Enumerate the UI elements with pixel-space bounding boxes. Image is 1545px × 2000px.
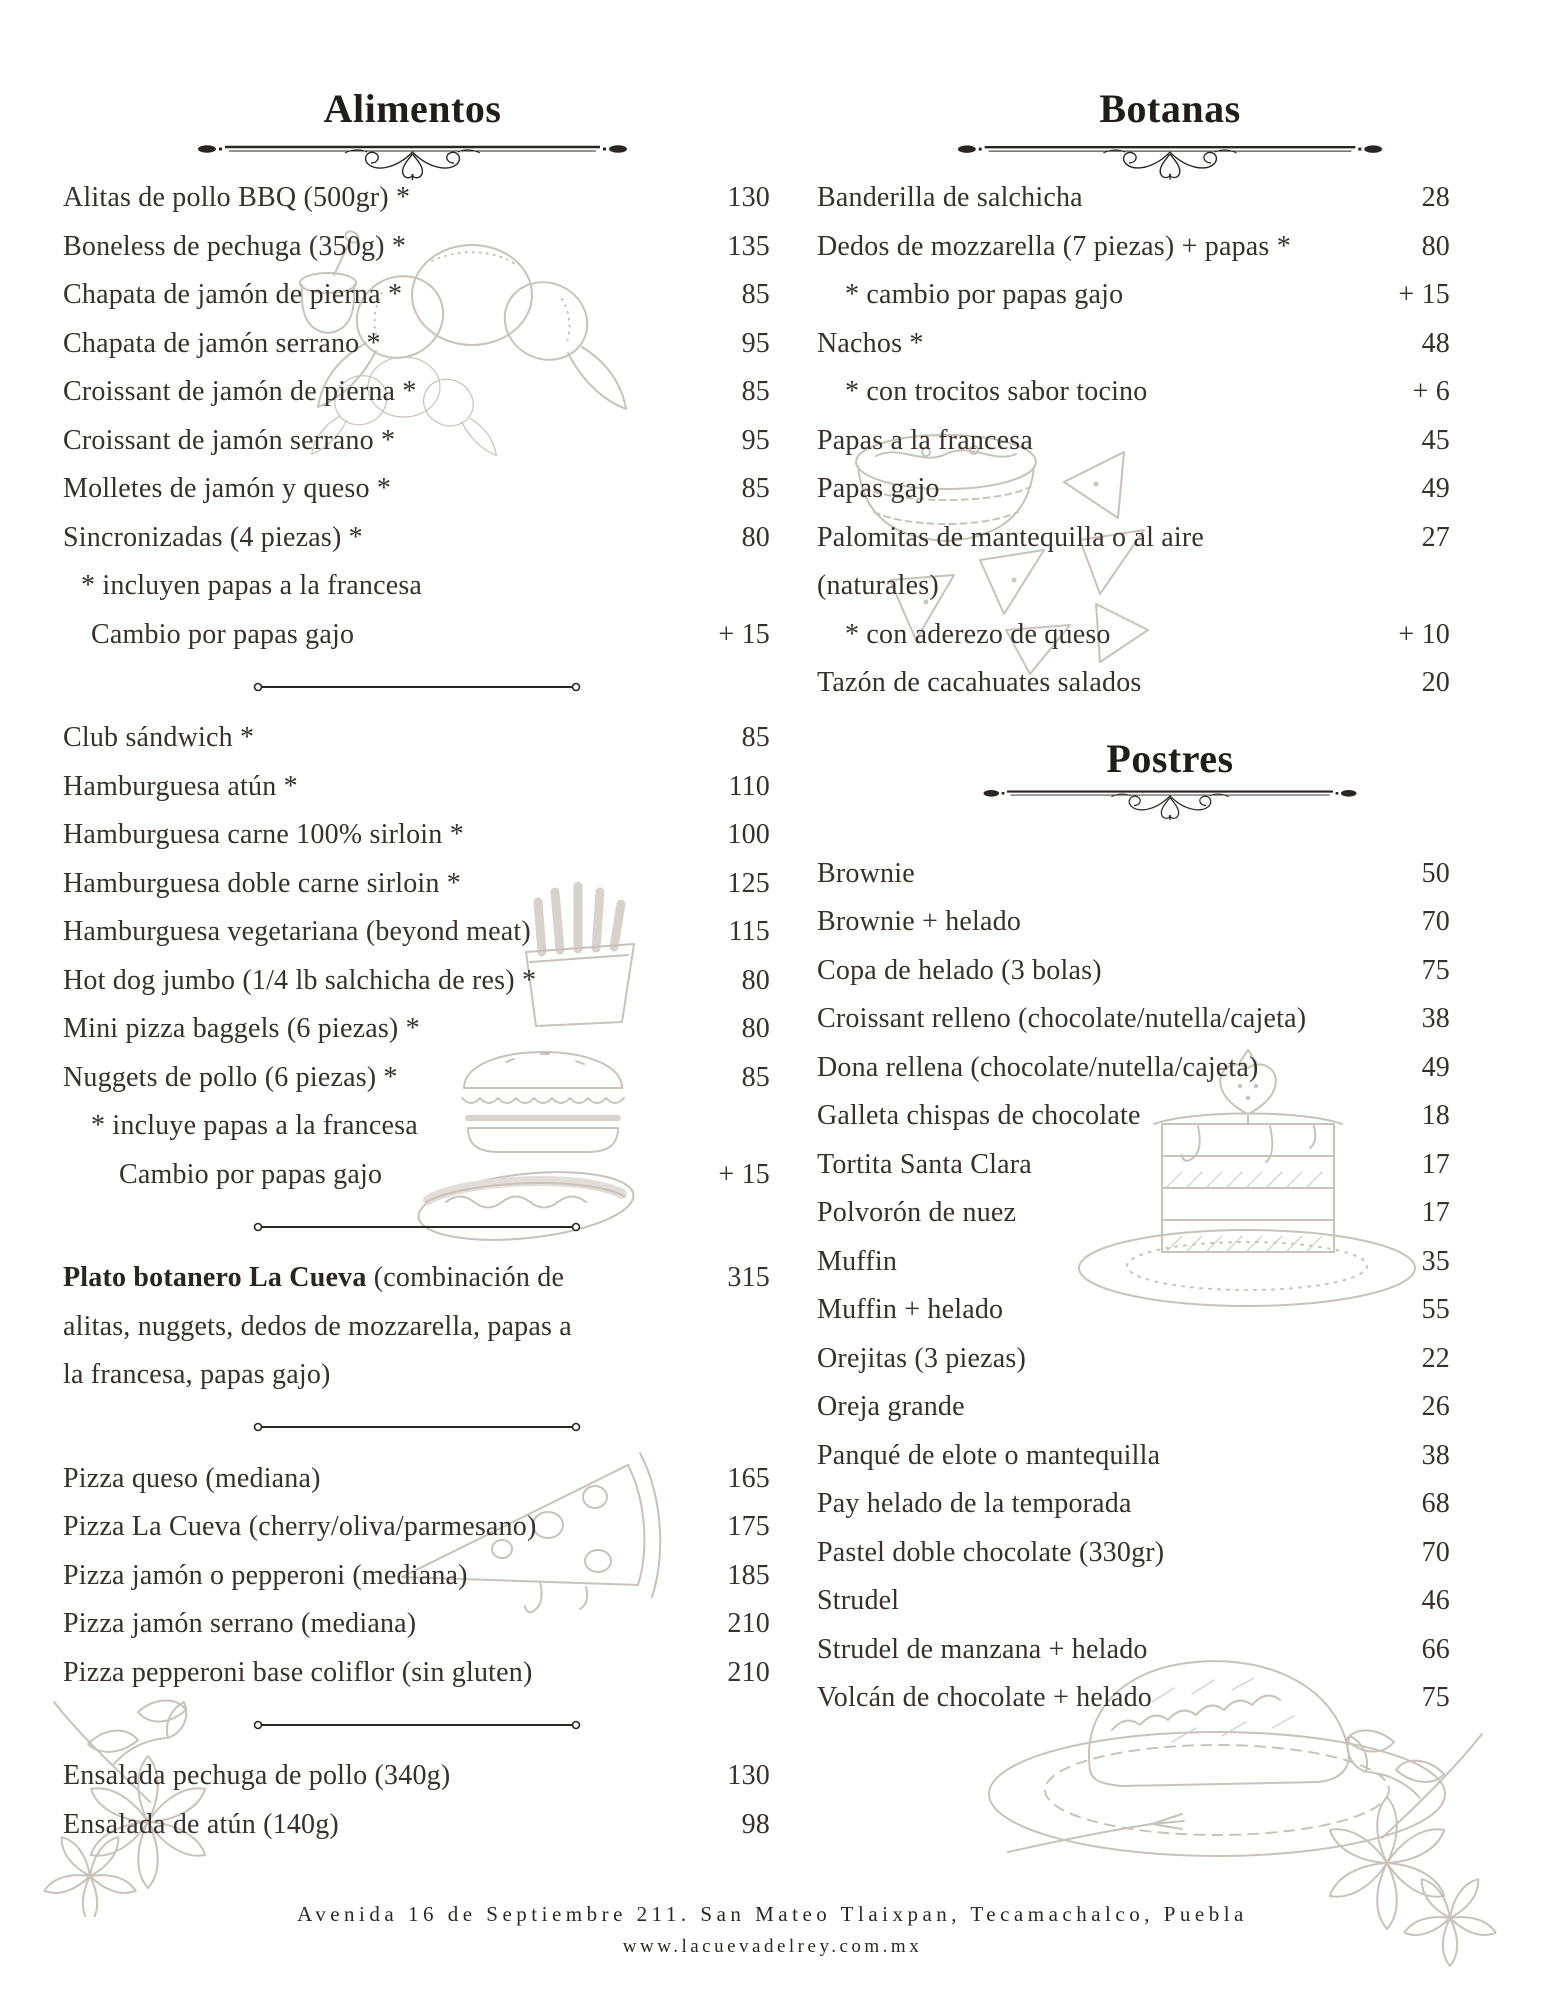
alimentos-column bbox=[63, 84, 770, 1849]
item-price: 85 bbox=[741, 473, 770, 505]
menu-item-row bbox=[817, 1577, 1450, 1626]
menu-item-row bbox=[817, 850, 1450, 899]
footer-address: Avenida 16 de Septiembre 211. San Mateo Tlaixpan, Tecamachalco, Puebla bbox=[297, 1902, 1248, 1926]
item-price: 175 bbox=[727, 1511, 770, 1543]
separator-line-icon bbox=[252, 1719, 582, 1731]
right-column bbox=[817, 84, 1450, 1723]
menu-item-row bbox=[817, 1335, 1450, 1384]
item-price: 45 bbox=[1421, 424, 1450, 456]
menu-item-row bbox=[63, 417, 770, 466]
item-label: * incluyen papas a la francesa bbox=[81, 570, 423, 602]
item-label: Nachos * bbox=[817, 327, 924, 359]
menu-item-row bbox=[817, 1238, 1450, 1287]
menu-item-row bbox=[63, 1801, 770, 1850]
item-price: 165 bbox=[727, 1462, 770, 1494]
alimentos-items bbox=[63, 174, 770, 1849]
item-label: Club sándwich * bbox=[63, 722, 255, 754]
item-label: Orejitas (3 piezas) bbox=[817, 1342, 1027, 1374]
menu-item-row bbox=[63, 223, 770, 272]
item-label: Pizza jamón o pepperoni (mediana) bbox=[63, 1559, 468, 1591]
item-price: 20 bbox=[1421, 667, 1450, 699]
item-price: 49 bbox=[1421, 473, 1450, 505]
item-label: Croissant de jamón de pierna * bbox=[63, 376, 417, 408]
menu-item-row bbox=[63, 1351, 770, 1400]
item-label: Ensalada pechuga de pollo (340g) bbox=[63, 1760, 451, 1792]
separator-line-icon bbox=[252, 681, 582, 693]
item-price: 18 bbox=[1421, 1100, 1450, 1132]
item-price: 85 bbox=[741, 279, 770, 311]
item-label: Hamburguesa atún * bbox=[63, 770, 298, 802]
item-price: 135 bbox=[727, 230, 770, 262]
menu-item-row bbox=[63, 1649, 770, 1698]
menu-item-row bbox=[63, 714, 770, 763]
menu-item-row bbox=[63, 1752, 770, 1801]
item-price: 27 bbox=[1421, 521, 1450, 553]
item-price: 46 bbox=[1421, 1585, 1450, 1617]
menu-item-row bbox=[817, 947, 1450, 996]
item-price: 50 bbox=[1421, 857, 1450, 889]
menu-item-row bbox=[63, 1254, 770, 1303]
item-price: 17 bbox=[1421, 1148, 1450, 1180]
item-price: 22 bbox=[1421, 1342, 1450, 1374]
menu-item-row bbox=[817, 659, 1450, 708]
menu-item-row bbox=[63, 1600, 770, 1649]
menu-item-row bbox=[63, 1005, 770, 1054]
postres-header bbox=[817, 735, 1450, 850]
item-label: Chapata de jamón de pierna * bbox=[63, 279, 403, 311]
item-label: Pizza pepperoni base coliflor (sin gluten) bbox=[63, 1656, 533, 1688]
item-price: 49 bbox=[1421, 1051, 1450, 1083]
item-label: Strudel bbox=[817, 1585, 900, 1617]
menu-item-row bbox=[63, 562, 770, 611]
menu-item-row bbox=[817, 1529, 1450, 1578]
item-price: 38 bbox=[1421, 1003, 1450, 1035]
menu-item-row bbox=[817, 1432, 1450, 1481]
item-label: Pizza La Cueva (cherry/oliva/parmesano) bbox=[63, 1511, 537, 1543]
item-price: 110 bbox=[728, 770, 770, 802]
separator-line-icon bbox=[252, 1221, 582, 1233]
item-price: 80 bbox=[741, 964, 770, 996]
item-price: + 10 bbox=[1398, 618, 1450, 650]
postres-title: Postres bbox=[1106, 735, 1234, 781]
item-label: * cambio por papas gajo bbox=[845, 279, 1124, 311]
section-separator bbox=[63, 1199, 770, 1254]
item-price: 130 bbox=[727, 1760, 770, 1792]
item-price: 85 bbox=[741, 376, 770, 408]
item-price: 130 bbox=[727, 182, 770, 214]
item-price: 98 bbox=[741, 1808, 770, 1840]
menu-item-row bbox=[63, 763, 770, 812]
item-label: la francesa, papas gajo) bbox=[63, 1359, 331, 1391]
menu-item-row bbox=[63, 1503, 770, 1552]
item-label: Copa de helado (3 bolas) bbox=[817, 954, 1102, 986]
item-price: + 15 bbox=[718, 1158, 770, 1190]
menu-item-row bbox=[817, 271, 1450, 320]
menu-item-row bbox=[63, 1151, 770, 1200]
item-price: + 15 bbox=[718, 618, 770, 650]
menu-item-row bbox=[817, 368, 1450, 417]
item-label: Hamburguesa carne 100% sirloin * bbox=[63, 819, 464, 851]
item-label: Hot dog jumbo (1/4 lb salchicha de res) * bbox=[63, 964, 537, 996]
item-label: Tortita Santa Clara bbox=[817, 1148, 1032, 1180]
item-label: Hamburguesa vegetariana (beyond meat) bbox=[63, 916, 531, 948]
item-label: Papas gajo bbox=[817, 473, 940, 505]
item-price: 210 bbox=[727, 1656, 770, 1688]
item-label: Volcán de chocolate + helado bbox=[817, 1682, 1152, 1714]
menu-item-row bbox=[817, 898, 1450, 947]
item-price: 125 bbox=[727, 867, 770, 899]
item-label: Muffin bbox=[817, 1245, 898, 1277]
item-label: Boneless de pechuga (350g) * bbox=[63, 230, 407, 262]
item-label: Brownie + helado bbox=[817, 906, 1022, 938]
ornamental-divider-icon bbox=[195, 136, 630, 182]
item-label: Croissant de jamón serrano * bbox=[63, 424, 396, 456]
menu-item-row bbox=[63, 1054, 770, 1103]
menu-item-row bbox=[63, 811, 770, 860]
item-label: Polvorón de nuez bbox=[817, 1197, 1017, 1229]
item-price: 35 bbox=[1421, 1245, 1450, 1277]
item-price: 48 bbox=[1421, 327, 1450, 359]
item-label: Tazón de cacahuates salados bbox=[817, 667, 1142, 699]
item-label: Chapata de jamón serrano * bbox=[63, 327, 381, 359]
separator-line-icon bbox=[252, 1421, 582, 1433]
menu-item-row bbox=[817, 1674, 1450, 1723]
item-label: * con trocitos sabor tocino bbox=[845, 376, 1148, 408]
menu-item-row bbox=[817, 223, 1450, 272]
item-label: Alitas de pollo BBQ (500gr) * bbox=[63, 182, 411, 214]
menu-item-row bbox=[817, 1286, 1450, 1335]
section-separator bbox=[63, 1697, 770, 1752]
item-label: Sincronizadas (4 piezas) * bbox=[63, 521, 363, 553]
section-separator bbox=[63, 659, 770, 714]
footer-website: www.lacuevadelrey.com.mx bbox=[622, 1936, 923, 1957]
item-label: Muffin + helado bbox=[817, 1294, 1004, 1326]
item-label: alitas, nuggets, dedos de mozzarella, papas a bbox=[63, 1310, 572, 1342]
menu-item-row bbox=[817, 1044, 1450, 1093]
item-label: Nuggets de pollo (6 piezas) * bbox=[63, 1061, 398, 1093]
item-label: (naturales) bbox=[817, 570, 939, 602]
menu-item-row bbox=[817, 514, 1450, 563]
menu-item-row bbox=[63, 514, 770, 563]
item-label: Dona rellena (chocolate/nutella/cajeta) bbox=[817, 1051, 1259, 1083]
menu-item-row bbox=[817, 1092, 1450, 1141]
menu-item-row bbox=[817, 1626, 1450, 1675]
menu-item-row bbox=[63, 368, 770, 417]
item-price: 38 bbox=[1421, 1439, 1450, 1471]
item-price: 17 bbox=[1421, 1197, 1450, 1229]
item-label: Pizza queso (mediana) bbox=[63, 1462, 321, 1494]
item-price: 75 bbox=[1421, 954, 1450, 986]
item-label: Pizza jamón serrano (mediana) bbox=[63, 1608, 417, 1640]
menu-item-row bbox=[817, 417, 1450, 466]
item-label: Croissant relleno (chocolate/nutella/cajeta) bbox=[817, 1003, 1307, 1035]
item-price: + 6 bbox=[1412, 376, 1450, 408]
menu-item-row bbox=[817, 562, 1450, 611]
item-label: Cambio por papas gajo bbox=[91, 618, 355, 650]
item-price: 75 bbox=[1421, 1682, 1450, 1714]
menu-item-row bbox=[63, 611, 770, 660]
item-price: 70 bbox=[1421, 906, 1450, 938]
menu-item-row bbox=[817, 995, 1450, 1044]
item-label: Cambio por papas gajo bbox=[119, 1158, 383, 1190]
botanas-header bbox=[817, 84, 1450, 174]
item-label: Oreja grande bbox=[817, 1391, 965, 1423]
item-label: Plato botanero La Cueva (combinación de bbox=[63, 1262, 565, 1294]
menu-item-row bbox=[63, 1102, 770, 1151]
item-price: 115 bbox=[728, 916, 770, 948]
item-price: 100 bbox=[727, 819, 770, 851]
menu-item-row bbox=[817, 1480, 1450, 1529]
menu-item-row bbox=[63, 1552, 770, 1601]
item-label: Strudel de manzana + helado bbox=[817, 1633, 1148, 1665]
menu-item-row bbox=[63, 1455, 770, 1504]
menu-item-row bbox=[63, 320, 770, 369]
item-price: 95 bbox=[741, 424, 770, 456]
botanas-items bbox=[817, 174, 1450, 708]
menu-item-row bbox=[63, 1303, 770, 1352]
menu-item-row bbox=[817, 611, 1450, 660]
botanas-title: Botanas bbox=[1099, 86, 1241, 131]
item-price: 80 bbox=[741, 1013, 770, 1045]
item-label: * incluye papas a la francesa bbox=[91, 1110, 418, 1142]
item-price: 185 bbox=[727, 1559, 770, 1591]
item-price: 95 bbox=[741, 327, 770, 359]
footer bbox=[0, 1902, 1545, 1958]
item-label: Ensalada de atún (140g) bbox=[63, 1808, 339, 1840]
item-label: Molletes de jamón y queso * bbox=[63, 473, 392, 505]
ornamental-divider-icon bbox=[955, 136, 1385, 182]
item-price: 26 bbox=[1421, 1391, 1450, 1423]
item-label: Hamburguesa doble carne sirloin * bbox=[63, 867, 461, 899]
item-label: Mini pizza baggels (6 piezas) * bbox=[63, 1013, 420, 1045]
menu-item-row bbox=[817, 1141, 1450, 1190]
item-price: + 15 bbox=[1398, 279, 1450, 311]
item-price: 210 bbox=[727, 1608, 770, 1640]
menu-item-row bbox=[817, 465, 1450, 514]
item-label: Pastel doble chocolate (330gr) bbox=[817, 1536, 1165, 1568]
item-label: * con aderezo de queso bbox=[845, 618, 1111, 650]
item-price: 70 bbox=[1421, 1536, 1450, 1568]
item-label: Dedos de mozzarella (7 piezas) + papas * bbox=[817, 230, 1291, 262]
item-price: 85 bbox=[741, 1061, 770, 1093]
alimentos-header bbox=[63, 84, 770, 174]
item-price: 66 bbox=[1421, 1633, 1450, 1665]
item-label: Pay helado de la temporada bbox=[817, 1488, 1132, 1520]
item-label: Brownie bbox=[817, 857, 915, 889]
item-price: 85 bbox=[741, 722, 770, 754]
menu-item-row bbox=[63, 908, 770, 957]
item-label: Palomitas de mantequilla o al aire bbox=[817, 521, 1205, 553]
menu-item-row bbox=[63, 271, 770, 320]
item-price: 80 bbox=[741, 521, 770, 553]
item-price: 28 bbox=[1421, 182, 1450, 214]
menu-item-row bbox=[63, 860, 770, 909]
menu-item-row bbox=[817, 320, 1450, 369]
menu-item-row bbox=[817, 1383, 1450, 1432]
item-label: Panqué de elote o mantequilla bbox=[817, 1439, 1161, 1471]
alimentos-title: Alimentos bbox=[323, 86, 502, 131]
item-price: 315 bbox=[727, 1262, 770, 1294]
menu-item-row bbox=[817, 1189, 1450, 1238]
menu-item-row bbox=[63, 957, 770, 1006]
postres-items bbox=[817, 850, 1450, 1723]
item-price: 68 bbox=[1421, 1488, 1450, 1520]
item-label: Banderilla de salchicha bbox=[817, 182, 1083, 214]
menu-item-row bbox=[63, 465, 770, 514]
ornamental-divider-icon bbox=[955, 782, 1385, 822]
item-label: Galleta chispas de chocolate bbox=[817, 1100, 1141, 1132]
item-price: 80 bbox=[1421, 230, 1450, 262]
item-label: Papas a la francesa bbox=[817, 424, 1034, 456]
section-separator bbox=[63, 1400, 770, 1455]
item-price: 55 bbox=[1421, 1294, 1450, 1326]
